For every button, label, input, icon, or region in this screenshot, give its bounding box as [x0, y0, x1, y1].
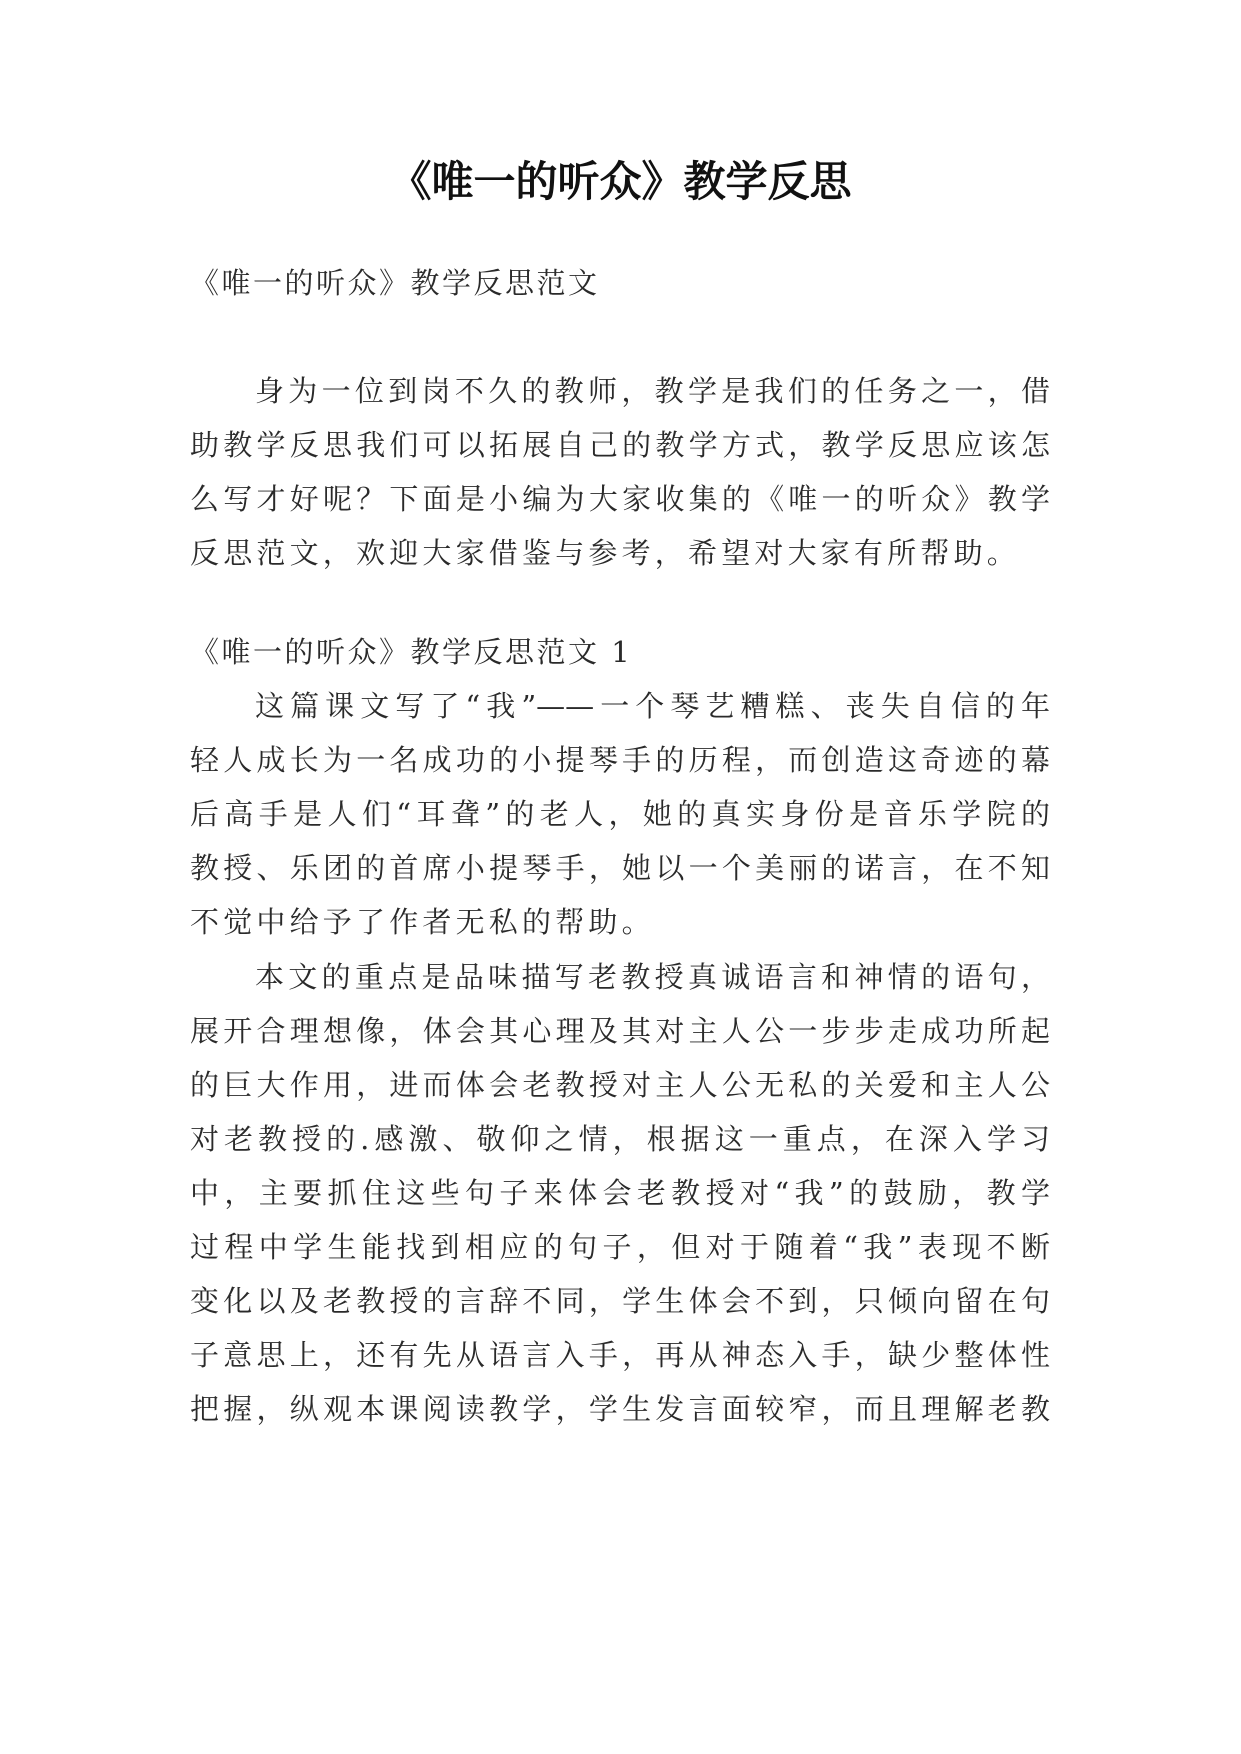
paragraph1-line: 不觉中给予了作者无私的帮助。 [190, 905, 655, 939]
intro-line: 助教学反思我们可以拓展自己的教学方式，教学反思应该怎 [190, 428, 1050, 462]
paragraph1-line: 轻人成长为一名成功的小提琴手的历程，而创造这奇迹的幕 [190, 743, 1050, 777]
document-subtitle: 《唯一的听众》教学反思范文 [190, 266, 600, 300]
paragraph2-line: 本文的重点是品味描写老教授真诚语言和神情的语句， [255, 960, 1050, 994]
paragraph1-line: 这篇课文写了“我”——一个琴艺糟糕、丧失自信的年 [255, 689, 1050, 723]
intro-line: 身为一位到岗不久的教师，教学是我们的任务之一，借 [255, 374, 1050, 408]
paragraph1-line: 教授、乐团的首席小提琴手，她以一个美丽的诺言，在不知 [190, 851, 1050, 885]
paragraph2-line: 把握，纵观本课阅读教学，学生发言面较窄，而且理解老教 [190, 1392, 1050, 1426]
paragraph2-line: 过程中学生能找到相应的句子，但对于随着“我”表现不断 [190, 1230, 1050, 1264]
paragraph2-line: 中，主要抓住这些句子来体会老教授对“我”的鼓励，教学 [190, 1176, 1050, 1210]
intro-line: 么写才好呢？下面是小编为大家收集的《唯一的听众》教学 [190, 482, 1050, 516]
paragraph2-line: 的巨大作用，进而体会老教授对主人公无私的关爱和主人公 [190, 1068, 1050, 1102]
paragraph2-line: 展开合理想像，体会其心理及其对主人公一步步走成功所起 [190, 1014, 1050, 1048]
paragraph1-line: 后高手是人们“耳聋”的老人，她的真实身份是音乐学院的 [190, 797, 1050, 831]
paragraph2-line: 对老教授的.感激、敬仰之情，根据这一重点，在深入学习 [190, 1122, 1050, 1156]
document-title: 《唯一的听众》教学反思 [389, 157, 852, 206]
intro-line: 反思范文，欢迎大家借鉴与参考，希望对大家有所帮助。 [190, 536, 1021, 570]
section-heading: 《唯一的听众》教学反思范文 1 [190, 635, 633, 669]
paragraph2-line: 子意思上，还有先从语言入手，再从神态入手，缺少整体性 [190, 1338, 1050, 1372]
paragraph2-line: 变化以及老教授的言辞不同，学生体会不到，只倾向留在句 [190, 1284, 1050, 1318]
